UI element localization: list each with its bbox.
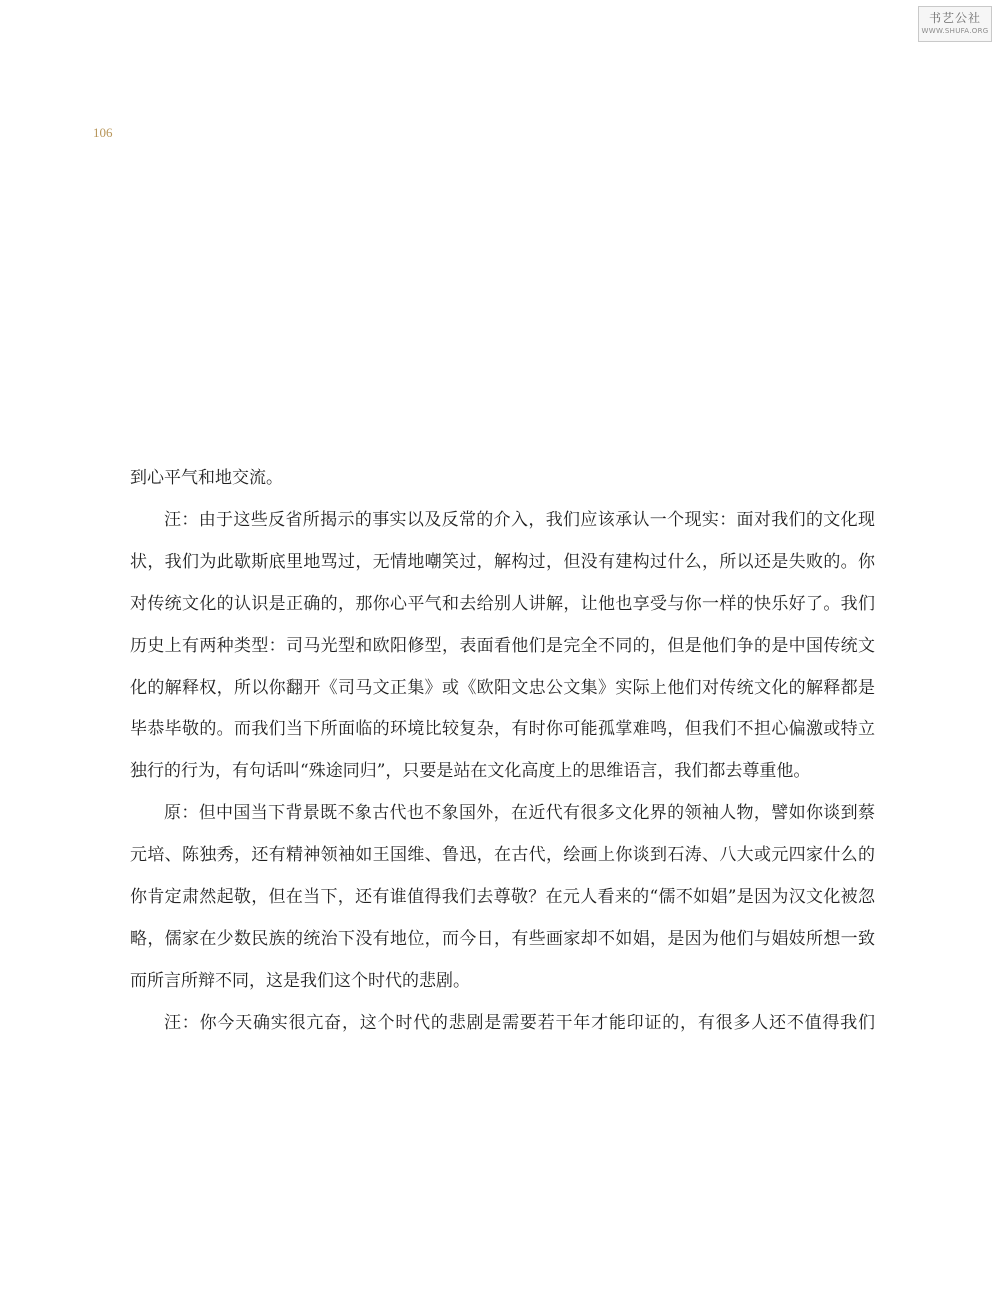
- paragraph: 到心平气和地交流。: [130, 468, 283, 488]
- paragraph: 汪：你今天确实很亢奋，这个时代的悲剧是需要若干年才能印证的，有很多人还不值得我们: [164, 1012, 875, 1033]
- page-number: 106: [93, 125, 113, 140]
- watermark-url: WWW.SHUFA.ORG: [921, 27, 989, 35]
- watermark-logo: 书艺公社: [928, 11, 981, 25]
- paragraph: 原：但中国当下背景既不象古代也不象国外，在近代有很多文化界的领袖人物，譬如你谈到蔡元培、陈独秀，还有精神领袖如王国维、鲁迅，在古代，绘画上你谈到石涛、八大或元四家什么的你肯定肃然起敬，但在当下，还有谁值得我们去尊敬？在元人看来的“儒不如娼”是因为汉文化被忽略，儒家在少数民族的统治下没有地位，而今日，有些画家却不如娼，是因为他们与娼妓所想一致而所言所辩不同，这是我们这个时代的悲剧。: [130, 803, 875, 991]
- site-watermark: [918, 6, 992, 42]
- body-text: [130, 458, 875, 1045]
- paragraph: 汪：由于这些反省所揭示的事实以及反常的介入，我们应该承认一个现实：面对我们的文化现状，我们为此歇斯底里地骂过，无情地嘲笑过，解构过，但没有建构过什么，所以还是失败的。你对传统文化的认识是正确的，那你心平气和去给别人讲解，让他也享受与你一样的快乐好了。我们历史上有两种类型：司马光型和欧阳修型，表面看他们是完全不同的，但是他们争的是中国传统文化的解释权，所以你翻开《司马文正集》或《欧阳文忠公文集》实际上他们对传统文化的解释都是毕恭毕敬的。而我们当下所面临的环境比较复杂，有时你可能孤掌难鸣，但我们不担心偏激或特立独行的行为，有句话叫“殊途同归”，只要是站在文化高度上的思维语言，我们都去尊重他。: [130, 509, 875, 782]
